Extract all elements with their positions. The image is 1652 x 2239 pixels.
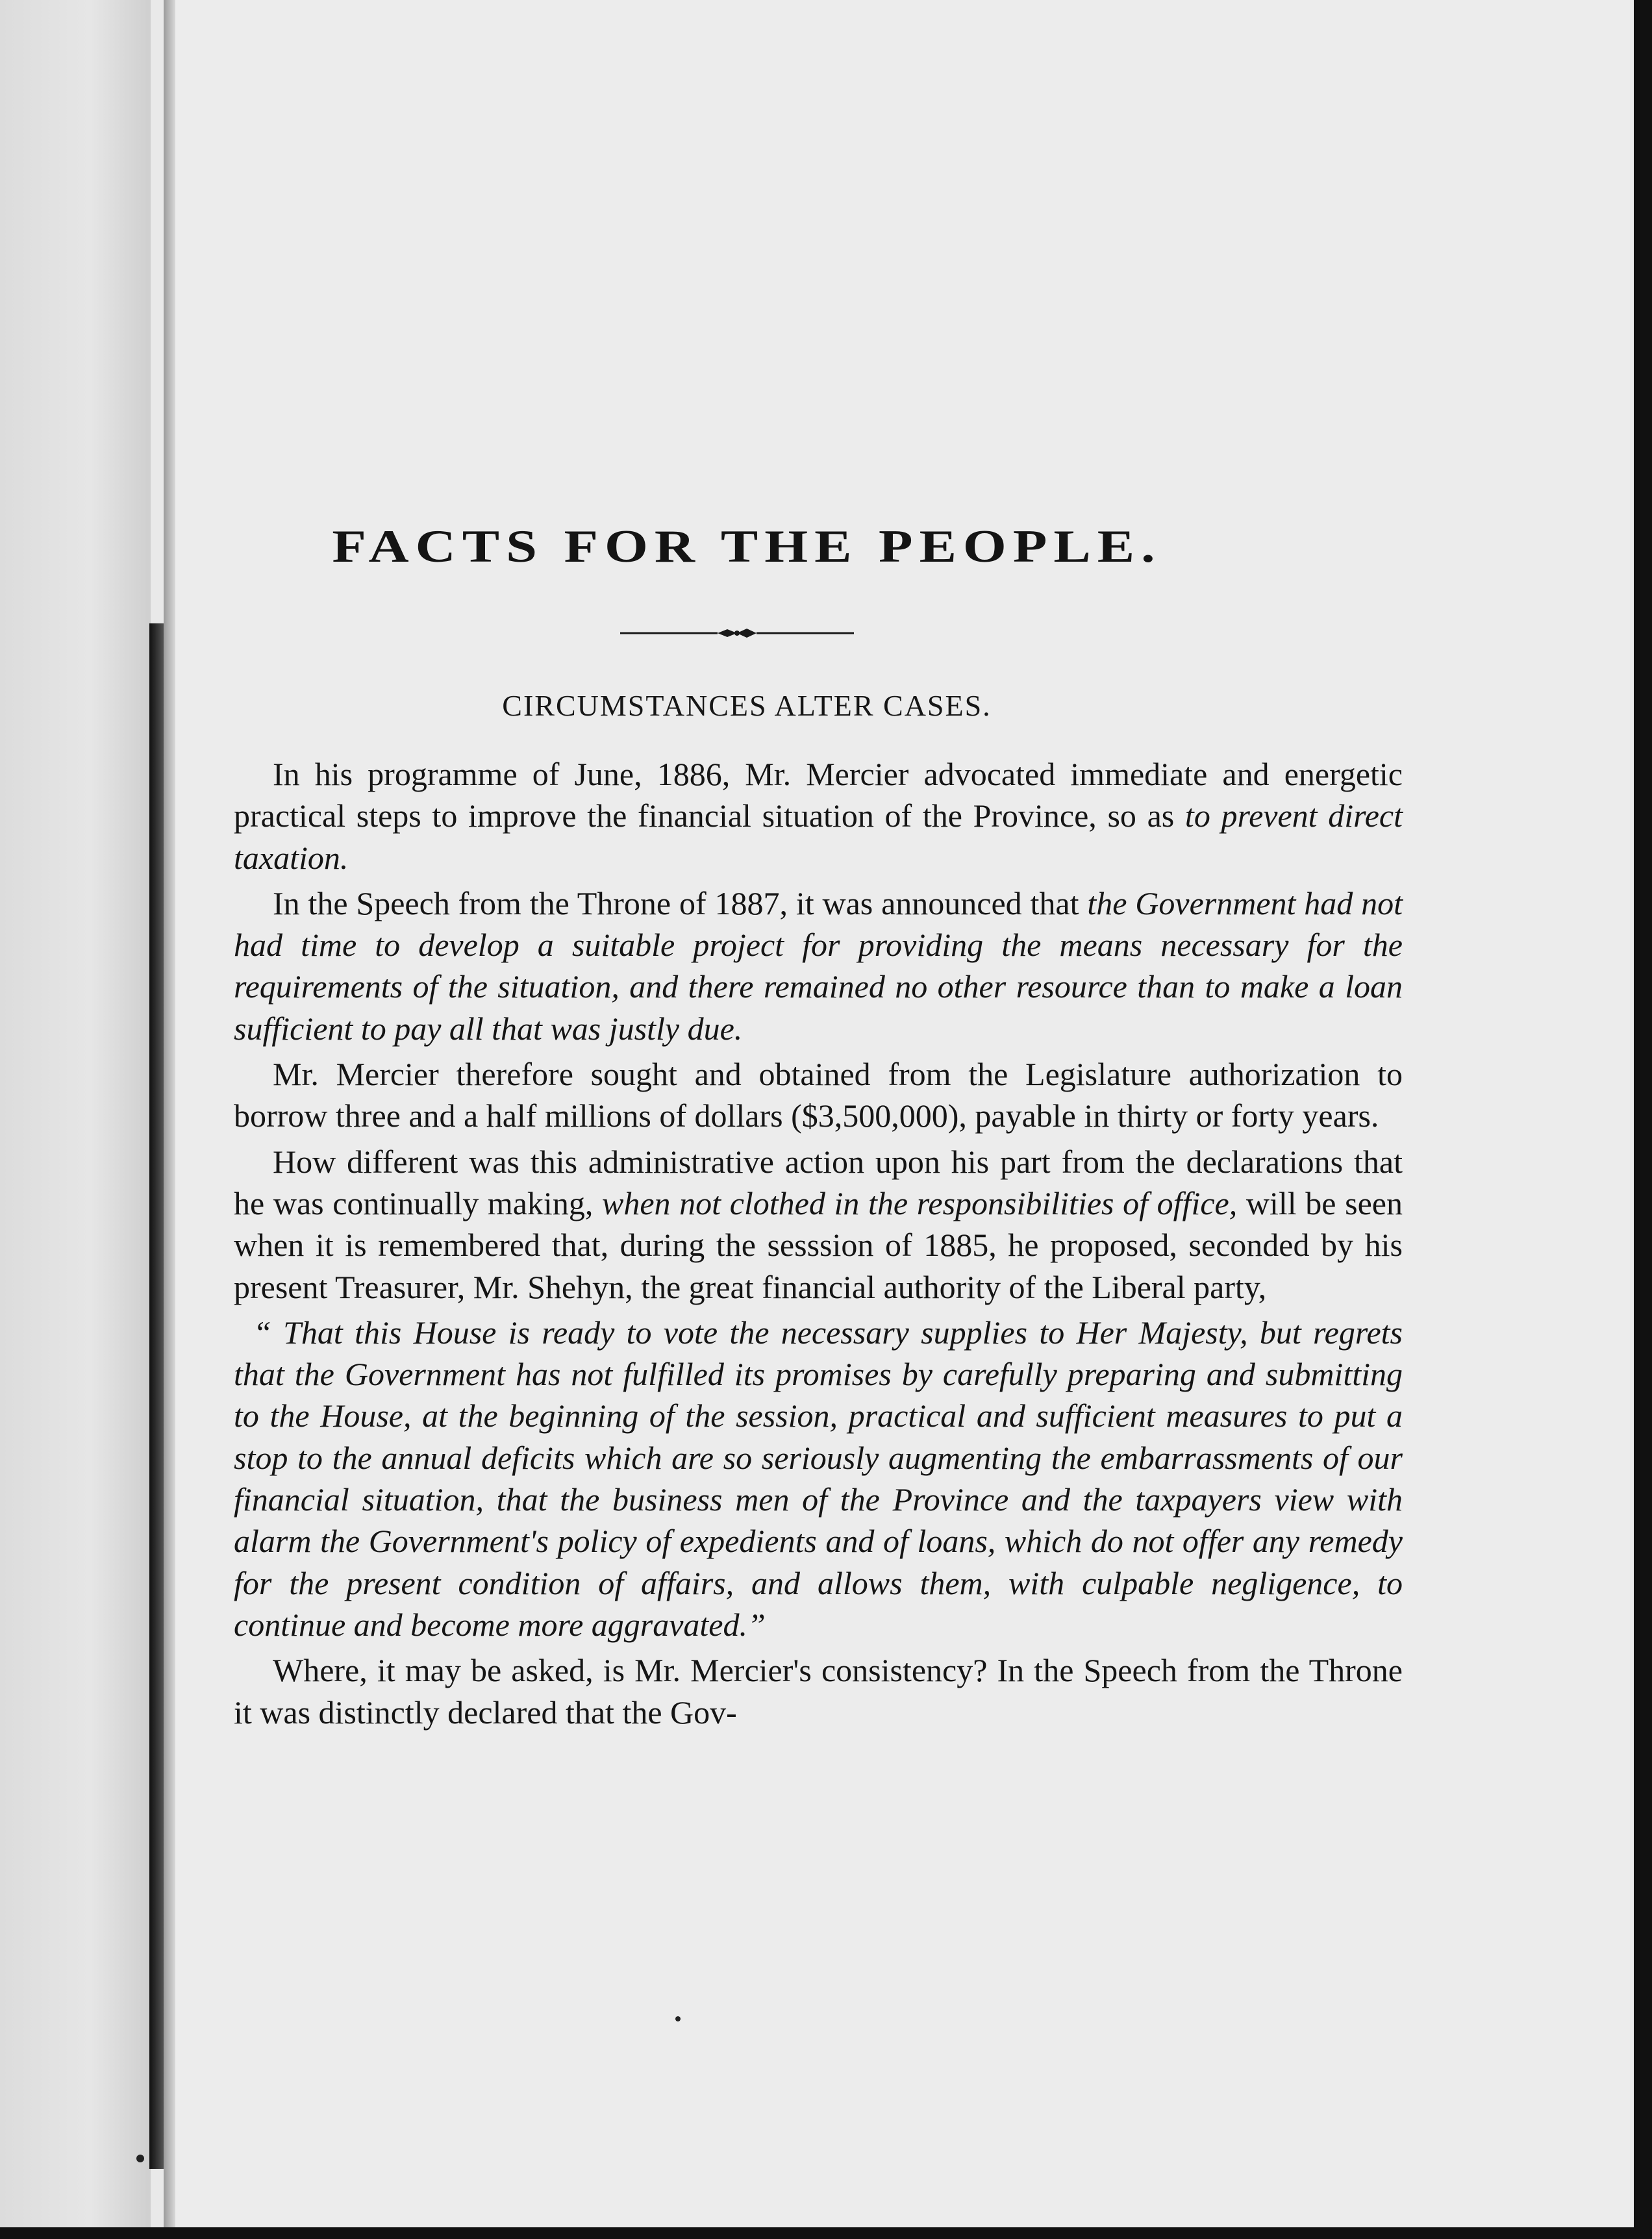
ink-speck <box>136 2155 144 2162</box>
page-headline: FACTS FOR THE PEOPLE. <box>332 520 1162 572</box>
book-spine-shadow <box>149 623 164 2169</box>
paragraph-text: In his programme of June, 1886, Mr. Mercier advocated immediate and energetic practical steps to improve the financial situation of the Province, so as <box>234 756 1403 834</box>
paragraph-text: How different was this administrative action upon his part from the declarations that he was continually making, <box>234 1143 1403 1221</box>
closing-paragraph: Where, it may be asked, is Mr. Mercier's consistency? In the Speech from the Throne it was distinctly declared that the Gov- <box>234 1652 1403 1731</box>
scan-border-bottom <box>0 2227 1652 2239</box>
section-title: CIRCUMSTANCES ALTER CASES. <box>502 689 992 722</box>
paragraph-emphasis: when not clothed in the responsibilities of office, <box>601 1184 1238 1221</box>
paragraph-text: will be seen when it is remembered that, during the sesssion of 1885, he proposed, seconded by his present Treasurer, Mr. Shehyn, the great financial authority of the Liberal party, <box>234 1184 1403 1305</box>
gutter-shadow <box>164 0 175 2239</box>
quoted-resolution: “ That this House is ready to vote the necessary supplies to Her Majesty, but regrets that the Government has not fulfilled its promises by carefully preparing and submitting to the House, at the beginning of the session, practical and sufficient measures to put a stop to the annual deficits which are so seriously augmenting the embarrassments of our financial situation, that the business men of the Province and the taxpayers view with alarm the Government's policy of expedients and of loans, which do not offer any remedy for the present condition of affairs, and allows them, with culpable negligence, to continue and become more aggravated.” <box>234 1314 1403 1643</box>
paragraph-text: Mr. Mercier therefore sought and obtained from the Legislature authorization to borrow three and a half millions of dollars ($3,500,000), payable in thirty or forty years. <box>234 1056 1403 1134</box>
paragraph-emphasis: to prevent direct taxation. <box>234 797 1403 876</box>
divider-ornament <box>620 627 854 640</box>
scan-border-right <box>1634 0 1652 2239</box>
paragraph-emphasis: the Government had not had time to develop a suitable project for providing the means necessary for the requirements of the situation, and there remained no other resource than to make a loan sufficient to pay all that was justly due. <box>234 884 1403 1047</box>
paragraph <box>234 1053 1403 1137</box>
paragraph <box>234 753 1403 879</box>
paragraph-text: In the Speech from the Throne of 1887, it was announced that <box>273 884 1088 921</box>
ink-speck <box>675 2016 681 2021</box>
paragraph <box>234 882 1403 1049</box>
facing-page-edge <box>0 0 151 2239</box>
body-text <box>234 753 1403 1737</box>
paragraph <box>234 1141 1403 1308</box>
